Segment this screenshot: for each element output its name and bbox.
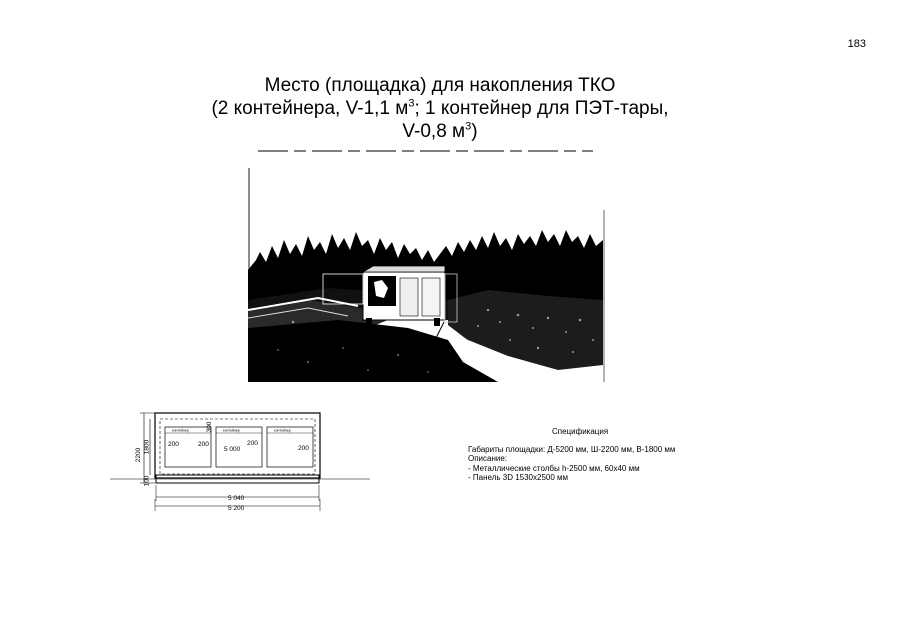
site-photo-image bbox=[248, 150, 606, 384]
dim-gap-200-c: 200 bbox=[247, 440, 258, 447]
site-plan-drawing bbox=[110, 405, 370, 525]
container-label-3: контейнер bbox=[274, 428, 291, 433]
title-line-3: V-0,8 $м^3$) bbox=[402, 120, 478, 142]
spec-panel: - Панель 3D 1530x2500 мм bbox=[468, 473, 569, 482]
dim-height-panel: 1800 bbox=[143, 439, 151, 455]
container-label-1: контейнер bbox=[172, 428, 189, 433]
title-line-2: (2 контейнера, V-1,1 $м^3$; 1 контейнер для ПЭТ-тары, bbox=[211, 97, 669, 119]
container-label-2: контейнер bbox=[223, 428, 240, 433]
site-photo bbox=[248, 150, 606, 384]
site-plan-svg bbox=[110, 405, 370, 525]
spec-dimensions: Габариты площадки: Д-5200 мм, Ш-2200 мм, В-1800 мм bbox=[468, 444, 676, 454]
dim-inner-width: 5 040 bbox=[228, 495, 245, 502]
dim-gap-200-b: 200 bbox=[198, 441, 209, 448]
dim-gap-200-d: 200 bbox=[298, 445, 309, 452]
specification bbox=[468, 427, 768, 483]
page-number: 183 bbox=[847, 38, 866, 50]
title-line-1: Место (площадка) для накопления ТКО bbox=[264, 75, 616, 96]
dim-height-total: 2200 bbox=[135, 447, 142, 463]
dim-gap-top: 300 bbox=[206, 421, 213, 433]
dim-gap-200-a: 200 bbox=[168, 441, 179, 448]
page-title bbox=[190, 74, 690, 143]
dim-height-base: 100 bbox=[143, 475, 151, 487]
dim-center: 5 000 bbox=[224, 446, 241, 453]
spec-heading: Спецификация bbox=[552, 427, 609, 436]
spec-description-label: Описание: bbox=[468, 454, 508, 463]
spec-posts: - Металлические столбы h-2500 мм, 60x40 мм bbox=[468, 463, 640, 473]
dim-total-width: 5 200 bbox=[228, 505, 245, 512]
